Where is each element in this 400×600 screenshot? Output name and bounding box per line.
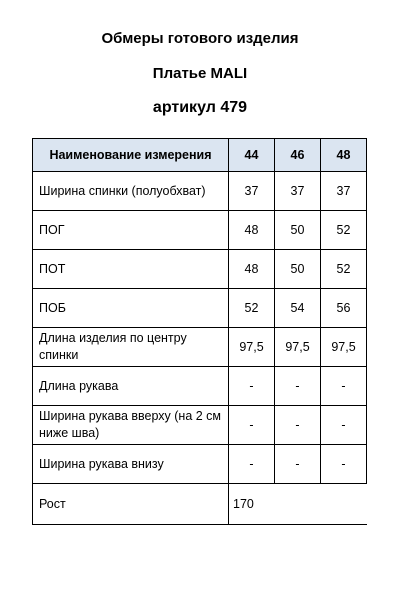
header-size-44: 44: [229, 139, 275, 172]
row-value: 52: [229, 289, 275, 328]
table-row: [33, 328, 367, 367]
row-value: 54: [275, 289, 321, 328]
row-label: ПОБ: [33, 289, 229, 328]
height-value: 170: [229, 484, 367, 525]
table-row: [33, 250, 367, 289]
row-value: 50: [275, 211, 321, 250]
table-row: [33, 445, 367, 484]
row-value: -: [275, 406, 321, 445]
row-value: -: [229, 445, 275, 484]
row-value: 52: [321, 250, 367, 289]
table-row: [33, 406, 367, 445]
row-value: 50: [275, 250, 321, 289]
table-row-height: [33, 484, 367, 525]
row-value: 48: [229, 211, 275, 250]
document-title: Обмеры готового изделия: [101, 30, 299, 47]
row-label: ПОТ: [33, 250, 229, 289]
row-value: -: [321, 367, 367, 406]
table-row: [33, 211, 367, 250]
table-row: [33, 289, 367, 328]
row-label: Ширина рукава внизу: [33, 445, 229, 484]
row-value: -: [275, 367, 321, 406]
row-value: 97,5: [275, 328, 321, 367]
row-label: ПОГ: [33, 211, 229, 250]
row-value: -: [321, 445, 367, 484]
product-name: Платье MALI: [152, 65, 248, 82]
height-label: Рост: [33, 484, 229, 525]
table-header-row: [33, 139, 367, 172]
row-value: -: [275, 445, 321, 484]
article-number: артикул 479: [152, 99, 248, 116]
row-label: Длина рукава: [33, 367, 229, 406]
row-label: Ширина спинки (полуобхват): [33, 172, 229, 211]
row-value: 37: [229, 172, 275, 211]
row-value: 97,5: [321, 328, 367, 367]
header-size-46: 46: [275, 139, 321, 172]
row-value: 37: [321, 172, 367, 211]
row-value: 48: [229, 250, 275, 289]
row-label: Ширина рукава вверху (на 2 см ниже шва): [33, 406, 229, 445]
table-row: [33, 172, 367, 211]
row-value: -: [321, 406, 367, 445]
row-value: 56: [321, 289, 367, 328]
row-value: 37: [275, 172, 321, 211]
header-measurement-name: Наименование измерения: [33, 139, 229, 172]
row-value: -: [229, 406, 275, 445]
measurements-table: [32, 138, 367, 525]
header-size-48: 48: [321, 139, 367, 172]
row-value: -: [229, 367, 275, 406]
row-label: Длина изделия по центру спинки: [33, 328, 229, 367]
row-value: 97,5: [229, 328, 275, 367]
row-value: 52: [321, 211, 367, 250]
table-row: [33, 367, 367, 406]
